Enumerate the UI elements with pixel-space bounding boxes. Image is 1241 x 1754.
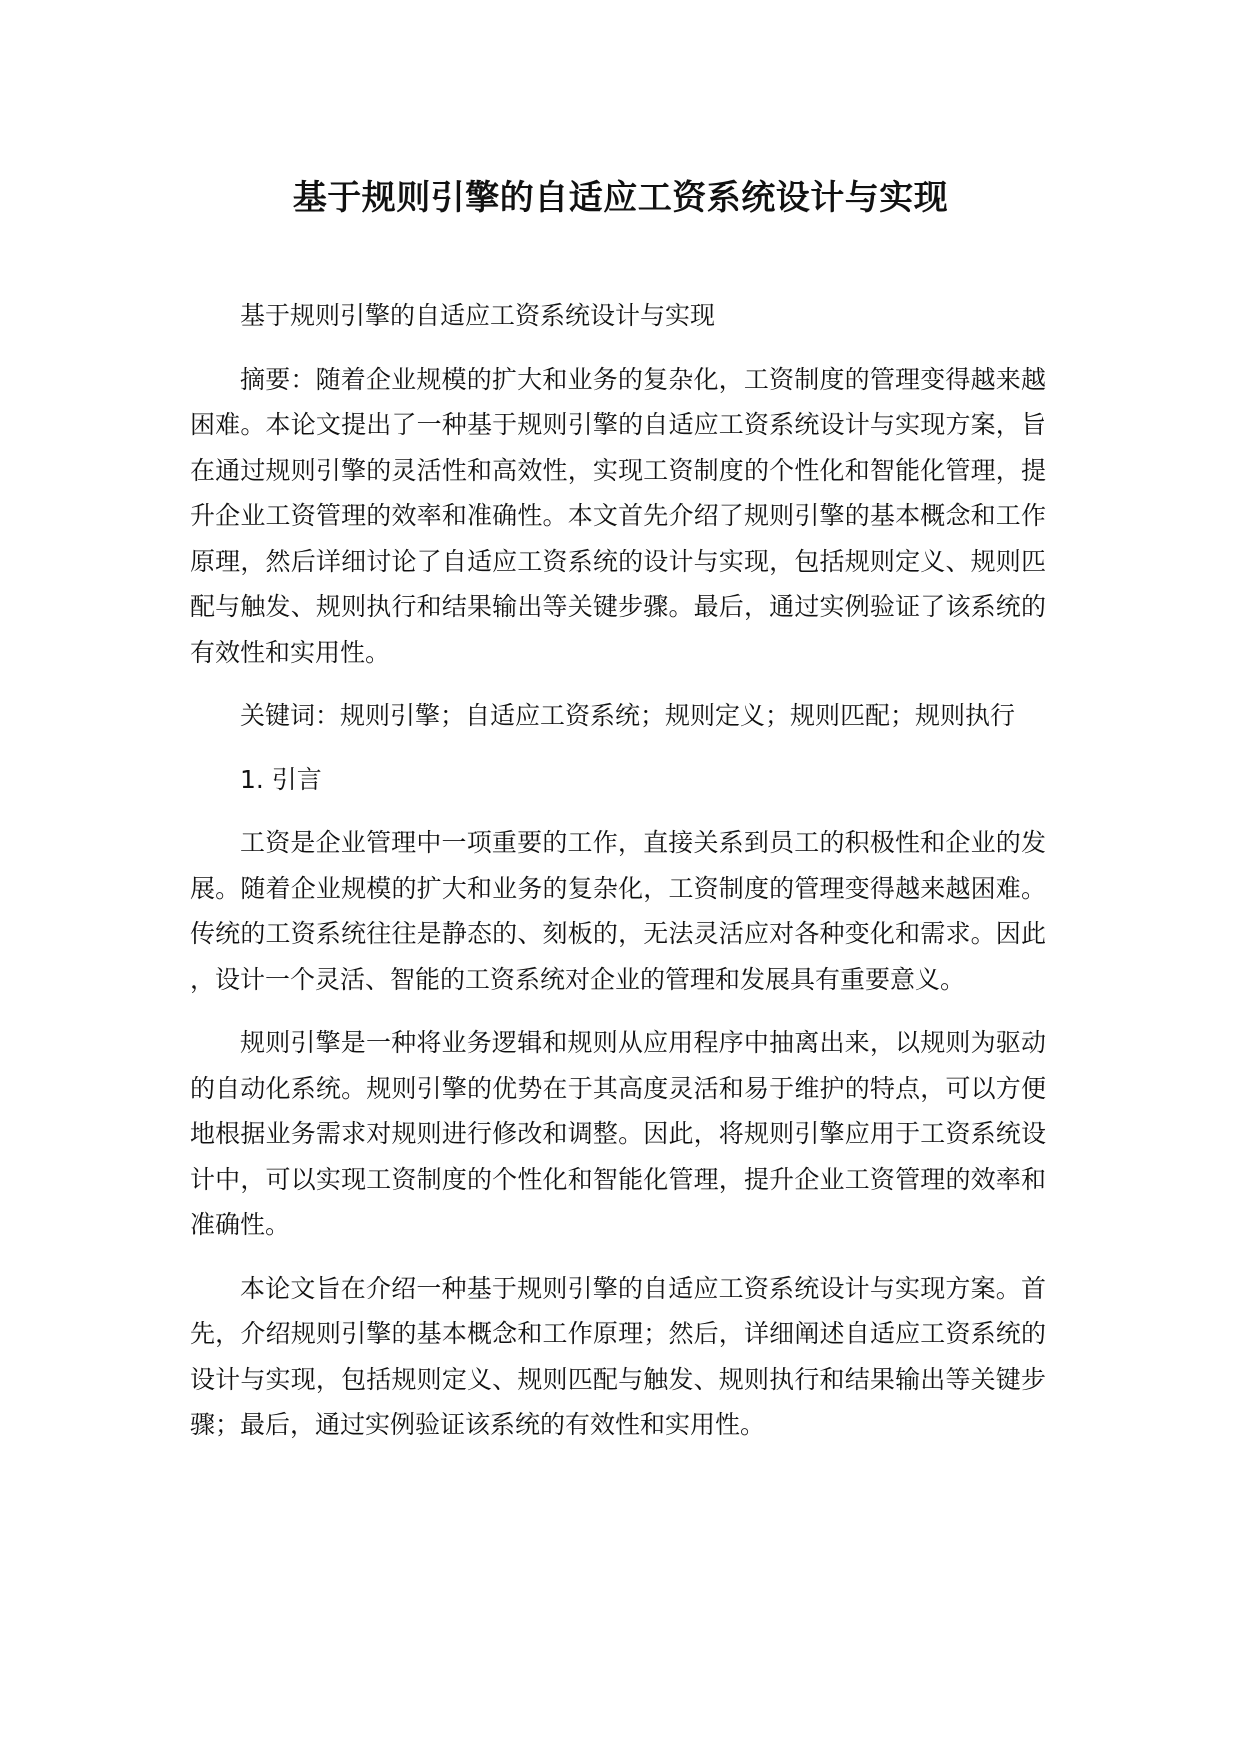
abstract-paragraph: 摘要：随着企业规模的扩大和业务的复杂化，工资制度的管理变得越来越困难。本论文提出了一种基于规则引擎的自适应工资系统设计与实现方案，旨在通过规则引擎的灵活性和高效性，实现工资制度的个性化和智能化管理，提升企业工资管理的效率和准确性。本文首先介绍了规则引擎的基本概念和工作原理，然后详细讨论了自适应工资系统的设计与实现，包括规则定义、规则匹配与触发、规则执行和结果输出等关键步骤。最后，通过实例验证了该系统的有效性和实用性。 xyxy=(190,364,1046,667)
body-paragraph: 本论文旨在介绍一种基于规则引擎的自适应工资系统设计与实现方案。首先，介绍规则引擎的基本概念和工作原理；然后，详细阐述自适应工资系统的设计与实现，包括规则定义、规则匹配与触发、规则执行和结果输出等关键步骤；最后，通过实例验证该系统的有效性和实用性。 xyxy=(190,1273,1046,1439)
body-paragraph: 规则引擎是一种将业务逻辑和规则从应用程序中抽离出来，以规则为驱动的自动化系统。规则引擎的优势在于其高度灵活和易于维护的特点，可以方便地根据业务需求对规则进行修改和调整。因此，将规则引擎应用于工资系统设计中，可以实现工资制度的个性化和智能化管理，提升企业工资管理的效率和准确性。 xyxy=(190,1028,1046,1239)
body-paragraph: 工资是企业管理中一项重要的工作，直接关系到员工的积极性和企业的发展。随着企业规模的扩大和业务的复杂化，工资制度的管理变得越来越困难。传统的工资系统往往是静态的、刻板的，无法灵活应对各种变化和需求。因此，设计一个灵活、智能的工资系统对企业的管理和发展具有重要意义。 xyxy=(190,828,1046,994)
document-title: 基于规则引擎的自适应工资系统设计与实现 xyxy=(292,178,949,218)
section-heading-introduction: 1. 引言 xyxy=(240,764,322,794)
document-body xyxy=(190,293,1046,1466)
keywords-paragraph: 关键词：规则引擎；自适应工资系统；规则定义；规则匹配；规则执行 xyxy=(240,701,1016,730)
subtitle-paragraph: 基于规则引擎的自适应工资系统设计与实现 xyxy=(240,301,716,330)
